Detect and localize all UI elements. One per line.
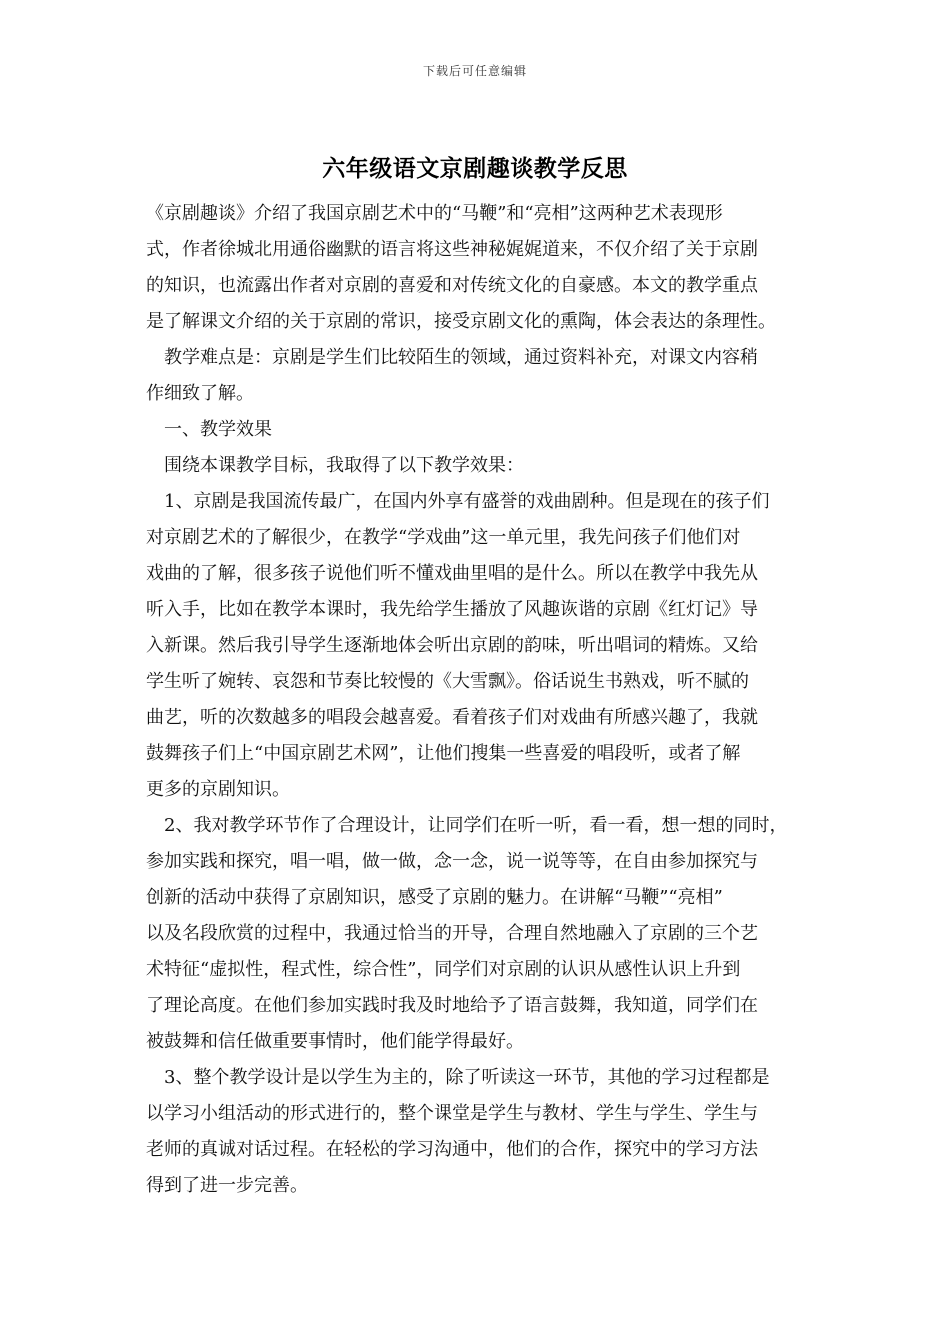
document-title: 六年级语文京剧趣谈教学反思 — [322, 155, 628, 182]
body-line: 学生听了婉转、哀怨和节奏比较慢的《大雪飘》。俗话说生书熟戏，听不腻的 — [146, 671, 749, 692]
section-heading: 一、教学效果 — [164, 419, 272, 440]
document-body — [146, 196, 808, 1204]
body-line: 《京剧趣谈》介绍了我国京剧艺术中的“马鞭”和“亮相”这两种艺术表现形 — [146, 203, 723, 224]
body-line: 术特征“虚拟性，程式性，综合性”，同学们对京剧的认识从感性认识上升到 — [146, 959, 741, 980]
body-line: 2、我对教学环节作了合理设计，让同学们在听一听，看一看，想一想的同时， — [164, 815, 788, 836]
body-line: 听入手，比如在教学本课时，我先给学生播放了风趣诙谐的京剧《红灯记》导 — [146, 599, 758, 620]
body-line: 是了解课文介绍的关于京剧的常识，接受京剧文化的熏陶，体会表达的条理性。 — [146, 311, 776, 332]
body-line: 围绕本课教学目标，我取得了以下教学效果： — [164, 455, 524, 476]
body-line: 被鼓舞和信任做重要事情时，他们能学得最好。 — [146, 1031, 524, 1052]
body-line: 参加实践和探究，唱一唱，做一做，念一念，说一说等等，在自由参加探究与 — [146, 851, 758, 872]
body-line: 作细致了解。 — [146, 383, 254, 404]
body-line: 老师的真诚对话过程。在轻松的学习沟通中，他们的合作，探究中的学习方法 — [146, 1139, 758, 1160]
page-header-note: 下载后可任意编辑 — [422, 64, 527, 78]
body-line: 了理论高度。在他们参加实践时我及时地给予了语言鼓舞，我知道，同学们在 — [146, 995, 758, 1016]
body-line: 以及名段欣赏的过程中，我通过恰当的开导，合理自然地融入了京剧的三个艺 — [146, 923, 758, 944]
body-line: 鼓舞孩子们上“中国京剧艺术网”，让他们搜集一些喜爱的唱段听，或者了解 — [146, 743, 741, 764]
body-line: 以学习小组活动的形式进行的，整个课堂是学生与教材、学生与学生、学生与 — [146, 1103, 758, 1124]
body-line: 3、整个教学设计是以学生为主的，除了听读这一环节，其他的学习过程都是 — [164, 1067, 770, 1088]
body-line: 创新的活动中获得了京剧知识，感受了京剧的魅力。在讲解“马鞭”“亮相” — [146, 887, 723, 908]
body-line: 式，作者徐城北用通俗幽默的语言将这些神秘娓娓道来，不仅介绍了关于京剧 — [146, 239, 758, 260]
body-line: 得到了进一步完善。 — [146, 1175, 308, 1196]
body-line: 曲艺，听的次数越多的唱段会越喜爱。看着孩子们对戏曲有所感兴趣了，我就 — [146, 707, 758, 728]
body-line: 对京剧艺术的了解很少，在教学“学戏曲”这一单元里，我先问孩子们他们对 — [146, 527, 741, 548]
body-line: 1、京剧是我国流传最广，在国内外享有盛誉的戏曲剧种。但是现在的孩子们 — [164, 491, 770, 512]
body-line: 教学难点是：京剧是学生们比较陌生的领域，通过资料补充，对课文内容稍 — [164, 347, 758, 368]
body-line: 的知识，也流露出作者对京剧的喜爱和对传统文化的自豪感。本文的教学重点 — [146, 275, 758, 296]
body-line: 入新课。然后我引导学生逐渐地体会听出京剧的韵味，听出唱词的精炼。又给 — [146, 635, 758, 656]
body-line: 戏曲的了解，很多孩子说他们听不懂戏曲里唱的是什么。所以在教学中我先从 — [146, 563, 758, 584]
body-line: 更多的京剧知识。 — [146, 779, 290, 800]
